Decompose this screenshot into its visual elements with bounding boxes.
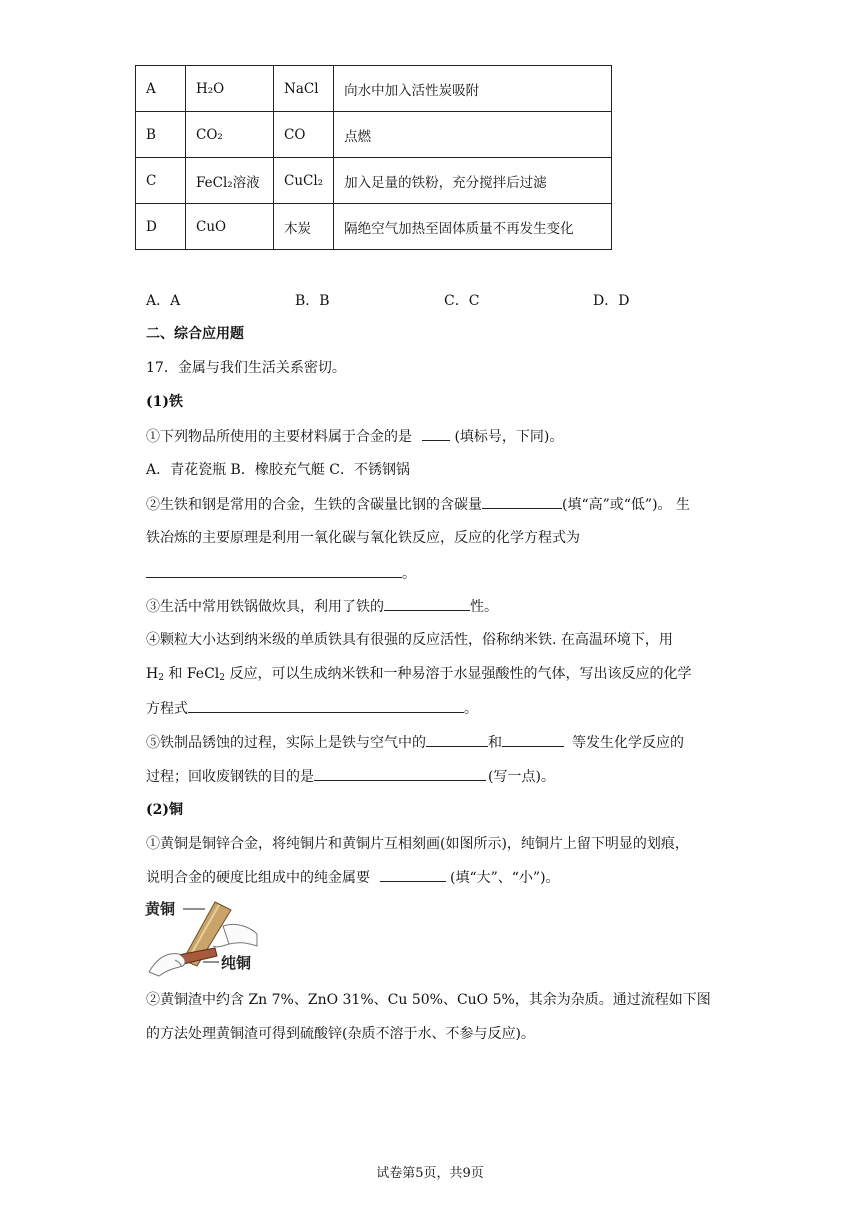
page-footer: 试卷第5页，共9页: [376, 1166, 484, 1181]
answer-blank-1[interactable]: [422, 426, 450, 441]
substance-cell: H₂O: [186, 66, 274, 112]
method-cell: 点燃: [334, 112, 612, 158]
equation-label: 方程式: [146, 701, 188, 717]
substance-cell: FeCl₂溶液: [186, 158, 274, 204]
method-cell: 加入足量的铁粉，充分搅拌后过滤: [334, 158, 612, 204]
question-1-text: ①下列物品所使用的主要材料属于合金的是: [146, 429, 412, 445]
question-4-line-2: [146, 664, 691, 688]
answer-blank-7[interactable]: [502, 732, 564, 747]
question-4-text: 反应，可以生成纳米铁和一种易溶于水显强酸性的气体，写出该反应的化学: [229, 666, 692, 682]
copper-question-2-line-2: 的方法处理黄铜渣可得到硫酸锌(杂质不溶于水、不参与反应)。: [146, 1026, 535, 1042]
choice-a[interactable]: A．A: [146, 293, 181, 309]
part-1-title: (1)铁: [146, 394, 183, 410]
answer-blank-6[interactable]: [426, 732, 488, 747]
label-brass: 黄铜: [145, 900, 176, 918]
impurity-cell: 木炭: [274, 204, 334, 250]
period: 。: [464, 701, 478, 717]
answer-blank-9[interactable]: [380, 867, 446, 882]
choice-d[interactable]: D．D: [593, 293, 630, 309]
part-2-title: (2)铜: [146, 802, 183, 818]
method-cell: 隔绝空气加热至固体质量不再发生变化: [334, 204, 612, 250]
impurity-cell: CuCl₂: [274, 158, 334, 204]
question-17-stem: 17．金属与我们生活关系密切。: [146, 360, 346, 376]
period: 。: [402, 566, 416, 582]
table-row: [136, 204, 612, 250]
table-row: [136, 112, 612, 158]
copper-question-1-text: 说明合金的硬度比组成中的纯金属要: [146, 870, 370, 886]
question-4-line-3: [146, 698, 478, 719]
question-2-line-2: 铁冶炼的主要原理是利用一氧化碳与氧化铁反应，反应的化学方程式为: [146, 530, 580, 546]
copper-question-1-line: ①黄铜是铜锌合金，将纯铜片和黄铜片互相刻画(如图所示)，纯铜片上留下明显的划痕，: [146, 836, 689, 852]
h2-symbol: H: [146, 666, 159, 682]
copper-question-2-line: ②黄铜渣中约含 Zn 7%、ZnO 31%、Cu 50%、CuO 5%，其余为杂质。通过流程如下图: [146, 992, 711, 1008]
table-row: [136, 66, 612, 112]
question-2-text: ②生铁和钢是常用的合金，生铁的含碳量比钢的含碳量: [146, 497, 482, 513]
fecl2-symbol: 和 FeCl: [168, 666, 220, 682]
question-5-line: [146, 732, 684, 753]
brass-copper-illustration: [145, 896, 263, 978]
subscript: 2: [158, 673, 164, 683]
question-2-note: (填“高”或“低”)。 生: [562, 497, 691, 513]
question-5-text-2: 等发生化学反应的: [572, 735, 684, 751]
impurity-cell: CO: [274, 112, 334, 158]
choice-b[interactable]: B．B: [295, 293, 330, 309]
method-cell: 向水中加入活性炭吸附: [334, 66, 612, 112]
question-5-text: ⑤铁制品锈蚀的过程，实际上是铁与空气中的: [146, 735, 426, 751]
answer-blank-2[interactable]: [482, 494, 562, 509]
impurity-cell: NaCl: [274, 66, 334, 112]
question-1-options: A．青花瓷瓶 B．橡胶充气艇 C．不锈钢锅: [146, 462, 411, 478]
question-5-text-3: 过程；回收废钢铁的目的是: [146, 769, 314, 785]
table-row: [136, 158, 612, 204]
answer-blank-4[interactable]: [384, 596, 470, 611]
row-label: D: [136, 204, 186, 250]
brass-scratch-figure: [145, 896, 263, 978]
row-label: C: [136, 158, 186, 204]
question-4-line: ④颗粒大小达到纳米级的单质铁具有很强的反应活性，俗称纳米铁. 在高温环境下，用: [146, 632, 673, 648]
copper-question-1-line-2: [146, 867, 560, 888]
question-5-line-2: [146, 766, 555, 787]
section-title: 二、综合应用题: [146, 326, 244, 342]
question-3-note: 性。: [470, 599, 498, 615]
options-table: [135, 65, 612, 250]
answer-choices: [146, 290, 706, 310]
choice-c[interactable]: C．C: [444, 293, 480, 309]
answer-blank-8[interactable]: [314, 766, 486, 781]
answer-blank-5[interactable]: [188, 698, 464, 713]
row-label: B: [136, 112, 186, 158]
question-1-note: (填标号，下同)。: [454, 429, 564, 445]
label-pure-copper: 纯铜: [221, 954, 252, 972]
row-label: A: [136, 66, 186, 112]
and-word: 和: [488, 735, 502, 751]
subscript: 2: [219, 673, 226, 683]
question-5-note: (写一点)。: [488, 769, 555, 785]
question-2-line-3: [146, 563, 416, 584]
substance-cell: CO₂: [186, 112, 274, 158]
question-3-text: ③生活中常用铁锅做炊具，利用了铁的: [146, 599, 384, 615]
copper-question-1-note: (填“大”、“小”)。: [450, 870, 560, 886]
question-2-line: [146, 494, 690, 515]
substance-cell: CuO: [186, 204, 274, 250]
question-1-line: [146, 426, 563, 447]
question-3-line: [146, 596, 498, 617]
answer-blank-3[interactable]: [146, 563, 402, 578]
